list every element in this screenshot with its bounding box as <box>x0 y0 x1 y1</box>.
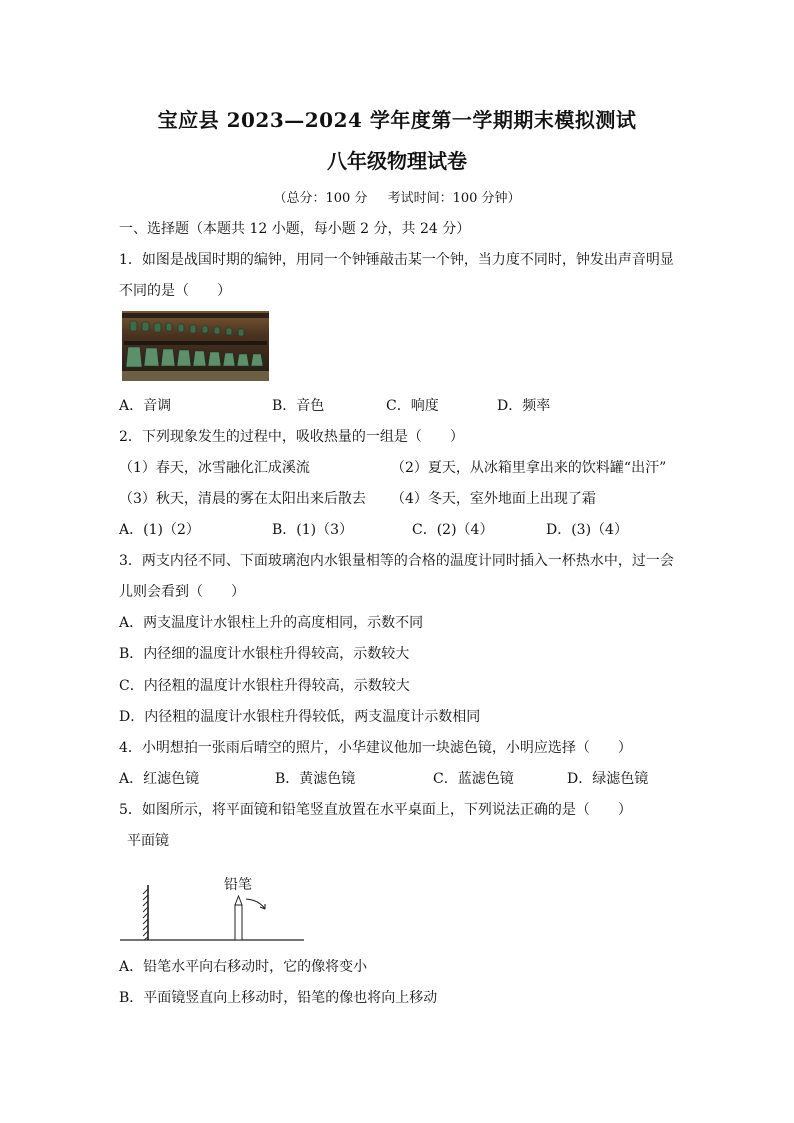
q2-option-c: C．(2)（4） <box>412 522 494 538</box>
q3-option-a: A．两支温度计水银柱上升的高度相同，示数不同 <box>119 615 424 631</box>
q3-option-d: D．内径粗的温度计水银柱升得较低，两支温度计示数相同 <box>119 709 481 725</box>
q2-item-3: （3）秋天，清晨的雾在太阳出来后散去 <box>119 491 366 507</box>
q1-option-b: B．音色 <box>272 398 325 414</box>
bianzhong-photo <box>122 311 269 381</box>
exam-subtitle: 八年级物理试卷 <box>327 149 467 173</box>
section-heading: 一、选择题（本题共 12 小题，每小题 2 分，共 24 分） <box>119 221 471 237</box>
exam-meta <box>0 187 794 206</box>
q2-option-d: D．(3)（4） <box>546 522 628 538</box>
q2-option-a: A．(1)（2） <box>119 522 200 538</box>
q2-option-b: B．(1)（3） <box>272 522 354 538</box>
exam-title: 宝应县 2023—2024 学年度第一学期期末模拟测试 <box>157 108 637 132</box>
exam-time: 考试时间：100 分钟） <box>387 191 521 206</box>
q4-option-b: B．黄滤色镜 <box>275 771 356 787</box>
total-score: （总分：100 分 <box>273 191 368 206</box>
q2-item-2: （2）夏天，从冰箱里拿出来的饮料罐“出汗” <box>391 460 667 476</box>
q2-item-1: （1）春天，冰雪融化汇成溪流 <box>119 460 310 476</box>
q1-stem-line1: 1．如图是战国时期的编钟，用同一个钟锤敲击某一个钟，当力度不同时，钟发出声音明显 <box>119 252 674 268</box>
q4-stem: 4．小明想拍一张雨后晴空的照片，小华建议他加一块滤色镜，小明应选择（ ） <box>119 740 632 756</box>
mirror-pencil-diagram <box>118 855 308 945</box>
q4-option-d: D．绿滤色镜 <box>567 771 649 787</box>
q2-stem: 2．下列现象发生的过程中，吸收热量的一组是（ ） <box>119 429 464 445</box>
q4-option-a: A．红滤色镜 <box>119 771 200 787</box>
q2-item-4: （4）冬天，室外地面上出现了霜 <box>391 491 596 507</box>
mirror-label: 平面镜 <box>127 833 169 849</box>
q5-stem: 5．如图所示，将平面镜和铅笔竖直放置在水平桌面上，下列说法正确的是（ ） <box>119 802 632 818</box>
pencil-label: 铅笔 <box>224 877 252 893</box>
q1-stem-line2: 不同的是（ ） <box>119 283 231 299</box>
q1-option-c: C．响度 <box>386 398 439 414</box>
q1-option-a: A．音调 <box>119 398 172 414</box>
q1-option-d: D．频率 <box>497 398 551 414</box>
q3-option-b: B．内径细的温度计水银柱升得较高，示数较大 <box>119 646 410 662</box>
q3-stem-line1: 3．两支内径不同、下面玻璃泡内水银量相等的合格的温度计同时插入一杯热水中，过一会 <box>119 553 674 569</box>
q3-option-c: C．内径粗的温度计水银柱升得较高，示数较大 <box>119 678 410 694</box>
q4-option-c: C．蓝滤色镜 <box>433 771 514 787</box>
q5-option-a: A．铅笔水平向右移动时，它的像将变小 <box>119 959 368 975</box>
q3-stem-line2: 儿则会看到（ ） <box>119 584 245 600</box>
q5-option-b: B．平面镜竖直向上移动时，铅笔的像也将向上移动 <box>119 990 438 1006</box>
